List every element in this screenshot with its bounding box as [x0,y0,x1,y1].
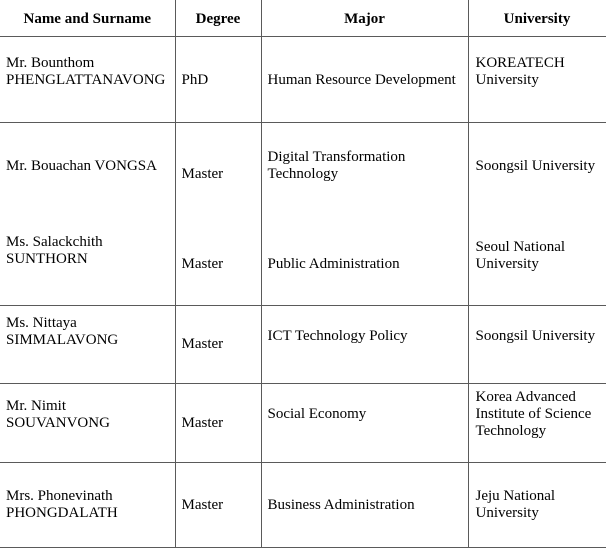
university-cell [468,36,606,122]
name-text: Mr. Nimit SOUVANVONG [6,397,110,431]
university-text: Seoul National University [475,239,566,272]
university-text: Soongsil University [475,157,596,174]
university-cell [468,462,606,547]
degree-text: Master [181,256,224,272]
table-row [0,462,606,547]
major-cell [261,305,468,383]
major-text: Business Administration [267,496,415,513]
degree-cell [175,305,261,383]
header-name: Name and Surname [0,0,175,36]
degree-cell [175,36,261,122]
major-cell [261,36,468,122]
university-cell [468,383,606,462]
major-text: Digital Transformation Technology [267,148,406,182]
name-text: Ms. Salackchith SUNTHORN [6,234,103,267]
name-cell [0,36,175,122]
table-row [0,383,606,462]
university-text: Jeju National University [475,487,556,521]
degree-text: PhD [181,71,209,88]
name-text: Mr. Bouachan VONGSA [6,157,157,174]
name-cell [0,383,175,462]
major-cell [261,122,468,208]
major-cell [261,208,468,305]
name-text: Mr. Bounthom PHENGLATTANAVONG [6,54,166,88]
major-cell [261,383,468,462]
degree-text: Master [181,414,224,431]
name-text: Mrs. Phonevinath PHONGDALATH [6,487,118,521]
university-text: KOREATECH University [475,54,565,88]
university-cell [468,208,606,305]
degree-cell [175,208,261,305]
university-cell [468,122,606,208]
header-university: University [468,0,606,36]
degree-text: Master [181,335,224,352]
table-row [0,36,606,122]
major-text: Human Resource Development [267,71,456,88]
name-cell [0,208,175,305]
degree-cell [175,122,261,208]
major-cell [261,462,468,547]
header-row [0,0,606,36]
degree-cell [175,383,261,462]
name-cell [0,462,175,547]
name-text: Ms. Nittaya SIMMALAVONG [6,314,119,348]
table-row [0,208,606,305]
degree-cell [175,462,261,547]
major-text: Public Administration [267,256,400,272]
major-text: ICT Technology Policy [267,327,408,344]
table-row [0,305,606,383]
name-cell [0,305,175,383]
university-cell [468,305,606,383]
header-major: Major [261,0,468,36]
table-row [0,122,606,208]
degree-text: Master [181,165,224,182]
major-text: Social Economy [267,405,367,422]
degree-text: Master [181,496,224,513]
university-text: Korea Advanced Institute of Science Technology [475,388,592,439]
name-cell [0,122,175,208]
header-degree: Degree [175,0,261,36]
university-text: Soongsil University [475,327,596,344]
